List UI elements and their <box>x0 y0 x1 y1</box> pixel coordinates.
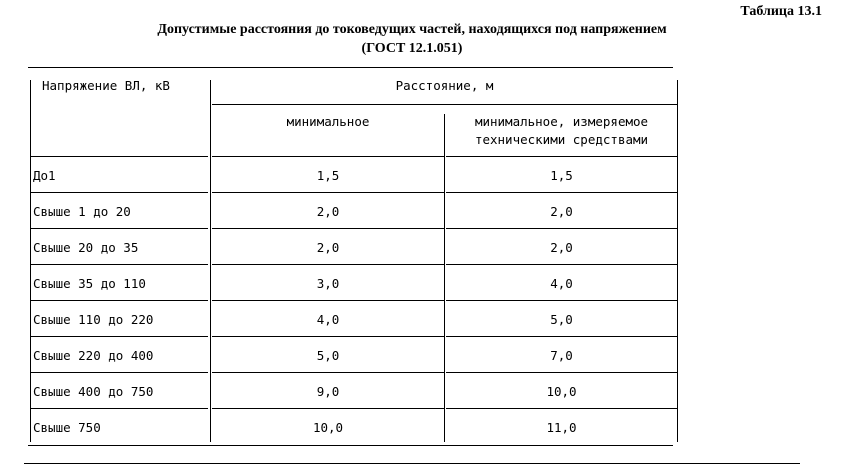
cell-min-distance: 3,0 <box>316 276 340 291</box>
cell-measured-distance: 4,0 <box>550 276 573 291</box>
row-separator <box>446 336 677 337</box>
row-separator <box>446 408 677 409</box>
cell-voltage: Свыше 220 до 400 <box>33 348 154 363</box>
row-separator <box>446 228 677 229</box>
table-left-border <box>30 80 31 442</box>
cell-min-distance: 5,0 <box>316 348 340 363</box>
row-separator <box>446 156 677 157</box>
row-separator <box>30 408 208 409</box>
header-measured-line1: минимальное, измеряемое <box>474 114 649 129</box>
row-separator <box>212 408 444 409</box>
cell-measured-distance: 10,0 <box>546 384 577 399</box>
row-separator <box>212 156 444 157</box>
row-separator <box>446 264 677 265</box>
cell-voltage: До1 <box>33 168 56 183</box>
table-title: Допустимые расстояния до токоведущих частей, находящихся под напряжением <box>157 22 667 37</box>
cell-voltage: Свыше 750 <box>33 420 101 435</box>
row-separator <box>212 300 444 301</box>
row-separator <box>212 336 444 337</box>
row-separator <box>30 264 208 265</box>
cell-voltage: Свыше 400 до 750 <box>33 384 154 399</box>
table-subtitle-standard: (ГОСТ 12.1.051) <box>361 41 463 56</box>
row-separator <box>212 372 444 373</box>
header-subdivider <box>212 104 677 105</box>
cell-measured-distance: 5,0 <box>550 312 573 327</box>
row-separator <box>212 228 444 229</box>
column-separator-2 <box>444 114 445 442</box>
header-distance: Расстояние, м <box>395 78 494 93</box>
table-bottom-border <box>28 445 673 446</box>
row-separator <box>446 372 677 373</box>
header-voltage: Напряжение ВЛ, кВ <box>42 78 170 93</box>
row-separator <box>30 192 208 193</box>
cell-measured-distance: 11,0 <box>546 420 577 435</box>
header-minimal: минимальное <box>286 114 370 129</box>
table-right-border <box>677 80 678 442</box>
cell-min-distance: 10,0 <box>312 420 344 435</box>
cell-voltage: Свыше 110 до 220 <box>33 312 154 327</box>
cell-voltage: Свыше 35 до 110 <box>33 276 146 291</box>
row-separator <box>30 336 208 337</box>
row-separator <box>30 300 208 301</box>
cell-measured-distance: 2,0 <box>550 240 573 255</box>
cell-measured-distance: 7,0 <box>550 348 573 363</box>
cell-voltage: Свыше 1 до 20 <box>33 204 131 219</box>
row-separator <box>446 300 677 301</box>
cell-measured-distance: 2,0 <box>550 204 573 219</box>
cell-min-distance: 1,5 <box>316 168 340 183</box>
row-separator <box>30 372 208 373</box>
cell-voltage: Свыше 20 до 35 <box>33 240 139 255</box>
cell-min-distance: 4,0 <box>316 312 340 327</box>
column-separator-1 <box>210 80 211 442</box>
table-top-border <box>28 67 673 68</box>
cell-min-distance: 2,0 <box>316 240 340 255</box>
cell-min-distance: 2,0 <box>316 204 340 219</box>
row-separator <box>30 156 208 157</box>
header-measured-line2: техническими средствами <box>474 132 649 147</box>
row-separator <box>212 264 444 265</box>
page-bottom-rule <box>24 463 800 464</box>
row-separator <box>30 228 208 229</box>
cell-measured-distance: 1,5 <box>550 168 573 183</box>
row-separator <box>212 192 444 193</box>
cell-min-distance: 9,0 <box>316 384 340 399</box>
table-number: Таблица 13.1 <box>740 4 822 19</box>
row-separator <box>446 192 677 193</box>
